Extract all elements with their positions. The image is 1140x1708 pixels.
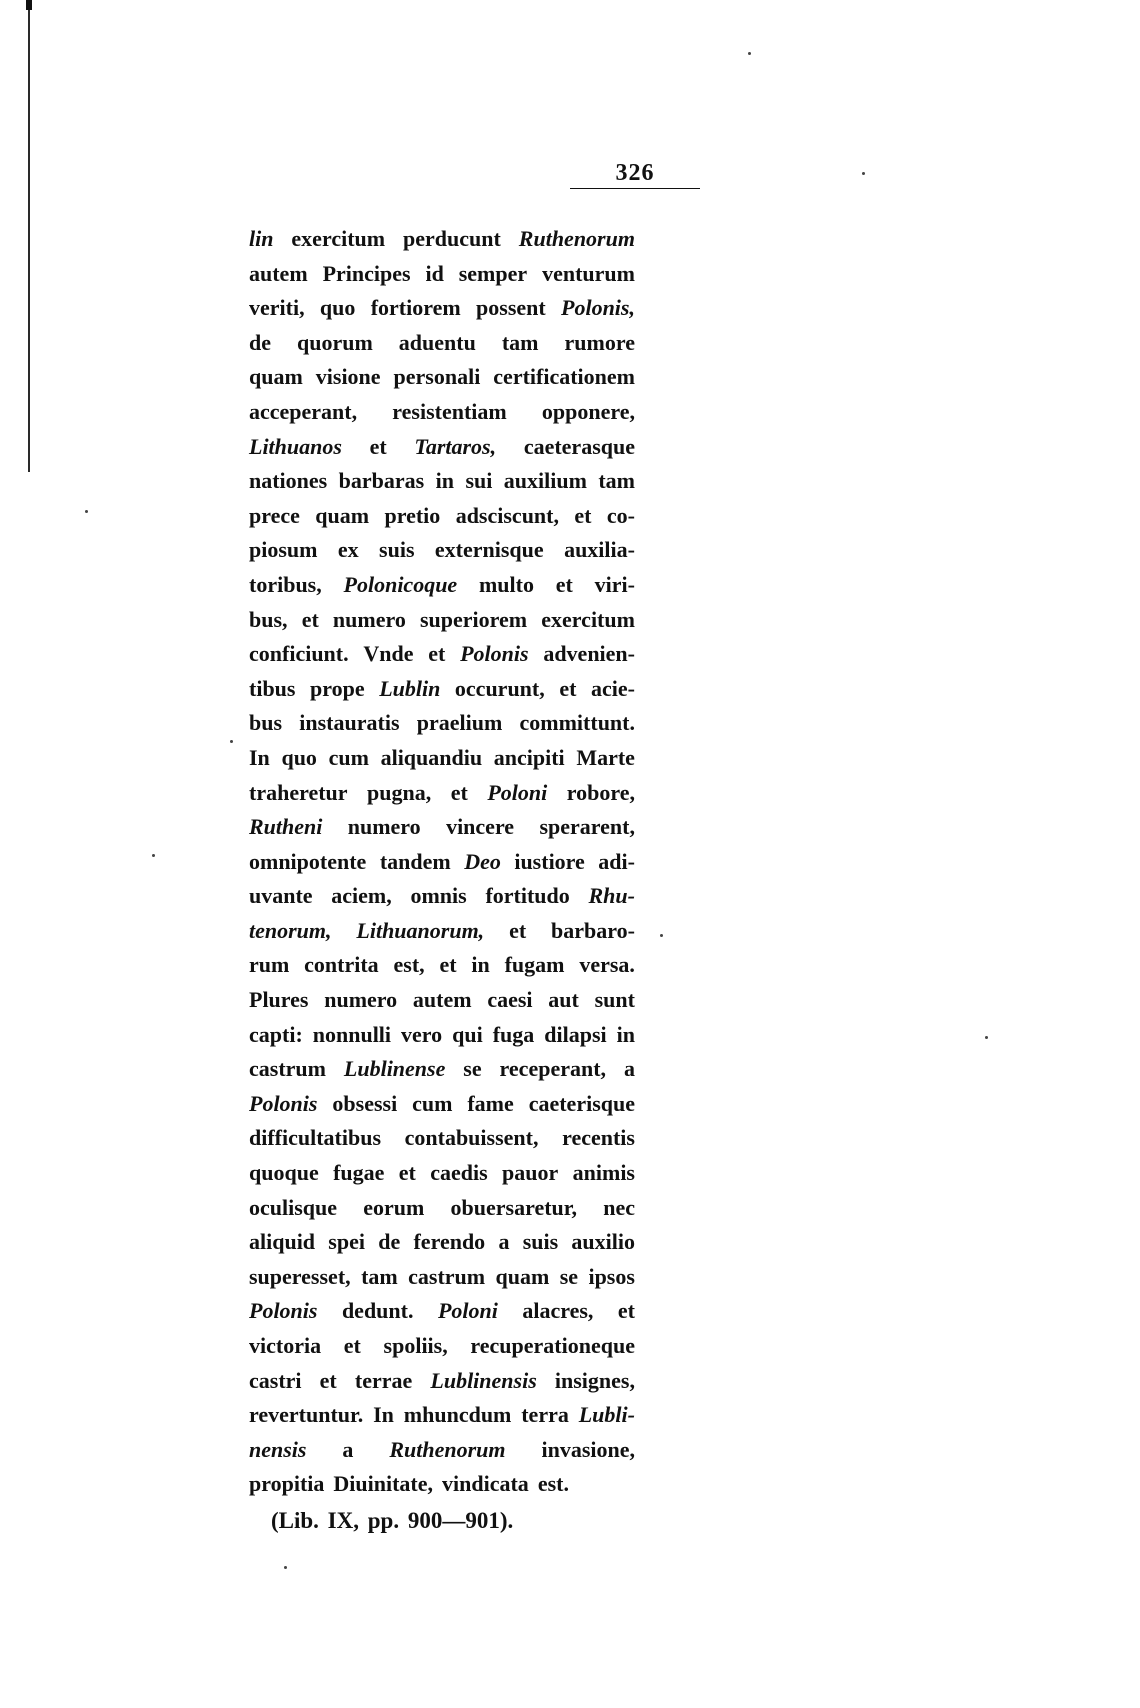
word: suis	[522, 1229, 559, 1255]
text-line	[249, 257, 635, 292]
word: adsciscunt,	[455, 502, 559, 528]
text-line	[249, 222, 635, 257]
word: castrum	[408, 1263, 486, 1289]
word: cum	[412, 1090, 453, 1116]
word: et	[343, 1333, 361, 1358]
word: tandem	[379, 848, 451, 874]
word: in	[471, 952, 490, 978]
word: fortitudo	[485, 883, 570, 909]
word: co-	[606, 502, 635, 528]
word: prope	[310, 675, 365, 701]
word: ipsos	[588, 1263, 635, 1289]
word: fame	[467, 1090, 514, 1116]
scan-speck	[748, 52, 751, 55]
text-line	[249, 603, 635, 638]
italic-word: Poloni	[487, 779, 548, 805]
word: perducunt	[403, 226, 501, 251]
text-line	[249, 1364, 635, 1399]
word: et	[617, 1298, 635, 1324]
word: alacres,	[522, 1298, 594, 1324]
italic-word: Tartaros,	[414, 433, 497, 459]
text-line	[249, 948, 635, 983]
word: a	[498, 1229, 510, 1255]
word: resistentiam	[392, 398, 507, 424]
word: ancipiti	[493, 744, 565, 770]
italic-word: Lublinensis	[430, 1367, 537, 1393]
text-line	[249, 672, 635, 707]
italic-word: Polonis,	[561, 295, 635, 321]
text-line	[249, 499, 635, 534]
text-line	[249, 326, 635, 361]
word: Diuinitate,	[333, 1471, 434, 1497]
italic-word: Ruthenorum	[518, 226, 635, 251]
text-line	[249, 360, 635, 395]
word: numero	[347, 814, 421, 840]
word: barbaro-	[551, 917, 635, 943]
scan-speck	[284, 1566, 287, 1569]
word: exercitum	[291, 226, 386, 251]
scan-speck	[862, 172, 865, 175]
word: instauratis	[299, 710, 400, 736]
page-edge-tick	[26, 0, 32, 10]
word: terrae	[354, 1367, 413, 1393]
word: fugam	[504, 952, 565, 978]
word: quorum	[297, 329, 373, 355]
citation: (Lib. IX, pp. 900—901).	[271, 1508, 514, 1533]
word: autem	[412, 987, 472, 1013]
word: dilapsi	[544, 1021, 607, 1047]
word: tibus	[249, 675, 296, 701]
word: omnipotente	[249, 848, 367, 874]
text-line	[249, 914, 635, 949]
italic-word: Rutheni	[249, 814, 323, 840]
text-line	[249, 1294, 635, 1329]
word: conficiunt.	[249, 641, 349, 667]
italic-word: Lublin	[379, 675, 441, 701]
word: autem	[249, 260, 308, 286]
italic-word: Rhu-	[588, 883, 635, 909]
italic-word: Ruthenorum	[389, 1436, 506, 1462]
word: spoliis,	[383, 1333, 448, 1358]
word: sperarent,	[539, 814, 635, 840]
word: nationes	[249, 468, 328, 494]
italic-word: Lithuanos	[249, 433, 342, 459]
word: vero	[401, 1021, 443, 1047]
text-line	[249, 1087, 635, 1122]
word: et	[509, 917, 527, 943]
text-line	[249, 1156, 635, 1191]
word: auxilio	[571, 1229, 635, 1255]
text-line	[249, 464, 635, 499]
word: toribus,	[249, 571, 322, 597]
word: capti:	[249, 1021, 303, 1047]
italic-word: tenorum,	[249, 917, 332, 943]
word: ferendo	[413, 1229, 486, 1255]
word: numero	[332, 606, 406, 632]
word: recentis	[562, 1125, 635, 1151]
italic-word: Lithuanorum,	[356, 917, 485, 943]
scan-speck	[985, 1036, 988, 1039]
word: In	[373, 1402, 394, 1428]
word: praelium	[416, 710, 503, 736]
word: terra	[521, 1402, 569, 1428]
italic-word: Polonis	[460, 641, 529, 667]
page-edge-line	[28, 0, 30, 472]
word: pauor	[502, 1160, 559, 1186]
word: pretio	[384, 502, 441, 528]
word: et	[428, 641, 446, 667]
word: nec	[603, 1194, 635, 1220]
word: advenien-	[543, 641, 635, 667]
word: mhuncdum	[403, 1402, 512, 1428]
word: aciem,	[331, 883, 392, 909]
word: receperant,	[499, 1056, 607, 1082]
word: adi-	[598, 848, 635, 874]
word: et	[450, 779, 468, 805]
word: exercitum	[541, 606, 635, 632]
word: caedis	[430, 1160, 488, 1186]
word: versa.	[579, 952, 635, 978]
word: obuersaretur,	[450, 1194, 578, 1220]
word: castri	[249, 1367, 302, 1393]
word: fuga	[492, 1021, 535, 1047]
word: prece	[249, 502, 300, 528]
text-line	[249, 1433, 635, 1468]
italic-word: Polonicoque	[343, 571, 458, 597]
word: in	[616, 1021, 635, 1047]
word: obsessi	[332, 1090, 398, 1116]
word: cum	[328, 744, 369, 770]
word: et	[301, 606, 319, 632]
word: suis	[379, 537, 415, 563]
word: quoque	[249, 1160, 319, 1186]
word: superiorem	[420, 606, 528, 632]
word: certificationem	[493, 364, 635, 390]
word: aut	[548, 987, 579, 1013]
text-line	[249, 1467, 635, 1502]
word: In	[249, 744, 270, 770]
italic-word: Lubli-	[578, 1402, 635, 1428]
word: fortiorem	[370, 295, 461, 321]
text-line	[249, 741, 635, 776]
word: sunt	[594, 987, 635, 1013]
word: robore,	[566, 779, 635, 805]
word: omnis	[410, 883, 467, 909]
word: quam	[315, 502, 370, 528]
word: superesset,	[249, 1263, 351, 1289]
word: difficultatibus	[249, 1125, 382, 1151]
word: acie-	[590, 675, 635, 701]
text-line	[249, 1225, 635, 1260]
word: caeterisque	[528, 1090, 635, 1116]
word: quo	[281, 744, 317, 770]
word: Plures	[249, 987, 309, 1013]
word: auxilia-	[564, 537, 635, 563]
word: eorum	[363, 1194, 425, 1220]
word: animis	[572, 1160, 635, 1186]
word: et	[555, 571, 573, 597]
text-line	[249, 1329, 635, 1364]
text-line	[249, 983, 635, 1018]
word: acceperant,	[249, 398, 358, 424]
text-line	[249, 637, 635, 672]
italic-word: Poloni	[437, 1298, 498, 1324]
word: de	[249, 329, 271, 355]
word: se	[463, 1056, 482, 1082]
italic-word: lin	[249, 226, 274, 251]
scan-speck	[85, 510, 88, 513]
italic-word: Polonis	[249, 1090, 318, 1116]
italic-word: Lublinense	[343, 1056, 446, 1082]
text-line	[249, 879, 635, 914]
word: traheretur	[249, 779, 348, 805]
word: recuperationeque	[470, 1333, 635, 1358]
word: caesi	[487, 987, 533, 1013]
word: occurunt,	[454, 675, 545, 701]
word: possent	[476, 295, 546, 321]
word: vincere	[446, 814, 515, 840]
text-line	[249, 291, 635, 326]
word: auxilium	[503, 468, 587, 494]
word: se	[559, 1263, 579, 1289]
italic-word: Deo	[464, 848, 501, 874]
word: multo	[478, 571, 534, 597]
word: et	[559, 675, 577, 701]
word: numero	[324, 987, 398, 1013]
word: semper	[458, 260, 528, 286]
word: invasione,	[541, 1436, 635, 1462]
word: tam	[598, 468, 635, 494]
word: et	[439, 952, 457, 978]
word: tam	[501, 329, 539, 355]
word: revertuntur.	[249, 1402, 364, 1428]
text-line	[249, 810, 635, 845]
word: et	[369, 433, 387, 459]
word: caeterasque	[523, 433, 635, 459]
page-number: 326	[615, 160, 655, 186]
text-line	[249, 533, 635, 568]
word: quo	[319, 295, 356, 321]
word: sui	[465, 468, 493, 494]
word: tam	[361, 1263, 398, 1289]
text-line	[249, 776, 635, 811]
word: Marte	[576, 744, 635, 770]
text-line	[249, 1191, 635, 1226]
word: castrum	[249, 1056, 326, 1082]
word: id	[425, 260, 444, 286]
word: oculisque	[249, 1194, 338, 1220]
text-line	[249, 395, 635, 430]
scan-speck	[152, 854, 155, 857]
italic-word: nensis	[249, 1436, 307, 1462]
word: pugna,	[367, 779, 432, 805]
word: contrita	[304, 952, 379, 978]
word: de	[378, 1229, 401, 1255]
text-line	[249, 1121, 635, 1156]
word: quam	[249, 364, 303, 390]
word: in	[435, 468, 455, 494]
word: Vnde	[363, 641, 414, 667]
word: a	[342, 1436, 354, 1462]
text-line	[249, 1052, 635, 1087]
text-line	[249, 1260, 635, 1295]
word: rum	[249, 952, 290, 978]
scan-speck	[230, 740, 233, 743]
word: visione	[315, 364, 381, 390]
word: iustiore	[514, 848, 585, 874]
word: contabuissent,	[404, 1125, 539, 1151]
word: et	[319, 1367, 337, 1393]
text-line	[249, 706, 635, 741]
word: et	[398, 1160, 416, 1186]
word: spei	[328, 1229, 365, 1255]
word: bus,	[249, 606, 288, 632]
word: quam	[495, 1263, 550, 1289]
word: viri-	[594, 571, 635, 597]
word: et	[574, 502, 592, 528]
text-line	[249, 568, 635, 603]
word: aduentu	[398, 329, 476, 355]
word: a	[623, 1056, 635, 1082]
word: uvante	[249, 883, 313, 909]
word: Principes	[322, 260, 411, 286]
text-line	[249, 1018, 635, 1053]
word: piosum	[249, 537, 318, 563]
word: barbaras	[338, 468, 425, 494]
word: personali	[393, 364, 481, 390]
word: rumore	[564, 329, 635, 355]
page-number-rule	[570, 188, 700, 189]
text-line	[249, 845, 635, 880]
word: est,	[393, 952, 425, 978]
word: veriti,	[249, 295, 305, 321]
word: dedunt.	[341, 1298, 414, 1324]
body-text	[249, 222, 635, 1502]
word: propitia	[249, 1471, 325, 1497]
word: opponere,	[541, 398, 635, 424]
word: insignes,	[554, 1367, 635, 1393]
scan-speck	[660, 934, 663, 937]
word: fugae	[333, 1160, 385, 1186]
word: externisque	[434, 537, 544, 563]
word: bus	[249, 710, 283, 736]
word: victoria	[249, 1333, 322, 1358]
text-line	[249, 430, 635, 465]
word: aliquid	[249, 1229, 316, 1255]
italic-word: Polonis	[249, 1298, 318, 1324]
word: qui	[452, 1021, 483, 1047]
word: venturum	[542, 260, 635, 286]
word: committunt.	[519, 710, 635, 736]
word: nonnulli	[312, 1021, 392, 1047]
word: vindicata	[442, 1471, 529, 1497]
word: aliquandiu	[380, 744, 483, 770]
word: ex	[337, 537, 359, 563]
word: est.	[537, 1471, 569, 1497]
text-line	[249, 1398, 635, 1433]
